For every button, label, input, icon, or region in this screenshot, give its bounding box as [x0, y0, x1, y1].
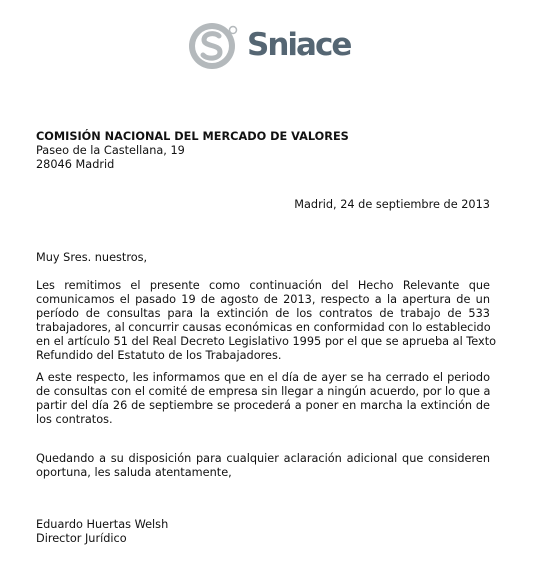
paragraph-3-line: oportuna, les saluda atentamente, [36, 466, 232, 479]
recipient-city: 28046 Madrid [36, 158, 115, 171]
paragraph-2 [36, 371, 490, 427]
signatory-name: Eduardo Huertas Welsh [36, 518, 169, 531]
paragraph-3 [36, 452, 490, 480]
paragraph-2-line: partir del día 26 de septiembre se procederá a poner en marcha la extinción de [36, 399, 490, 412]
paragraph-3-line: Quedando a su disposición para cualquier aclaración adicional que consideren [36, 452, 490, 465]
recipient-address [36, 130, 490, 172]
paragraph-1-line: Les remitimos el presente como continuación del Hecho Relevante que [36, 279, 490, 292]
signatory-title: Director Jurídico [36, 532, 127, 545]
paragraph-1-line: trabajadores, al concurrir causas económicas en conformidad con lo establecido [36, 321, 491, 334]
recipient-street: Paseo de la Castellana, 19 [36, 144, 185, 157]
sniace-emblem-icon [187, 21, 239, 71]
paragraph-1-line: comunicamos el pasado 19 de agosto de 2013, respecto a la apertura de un [36, 293, 490, 306]
paragraph-2-line: A este respecto, les informamos que en el día de ayer se ha cerrado el periodo [36, 371, 490, 384]
paragraph-2-line: los contratos. [36, 413, 113, 426]
recipient-organization: COMISIÓN NACIONAL DEL MERCADO DE VALORES [36, 130, 349, 143]
paragraph-1-line: período de consultas para la extinción de los contratos de trabajo de 533 [36, 307, 490, 320]
letter-date: Madrid, 24 de septiembre de 2013 [294, 198, 490, 211]
paragraph-1-line: Refundido del Estatuto de los Trabajadores. [36, 349, 282, 362]
logo-wordmark: Sniace [247, 27, 351, 63]
paragraph-1 [36, 279, 497, 363]
paragraph-1-line: en el artículo 51 del Real Decreto Legislativo 1995 por el que se aprueba al Texto [36, 335, 497, 348]
paragraph-2-line: de consultas con el comité de empresa sin llegar a ningún acuerdo, por lo que a [36, 385, 491, 398]
signature-block [36, 518, 490, 546]
company-logo [187, 21, 357, 71]
salutation: Muy Sres. nuestros, [36, 251, 148, 264]
